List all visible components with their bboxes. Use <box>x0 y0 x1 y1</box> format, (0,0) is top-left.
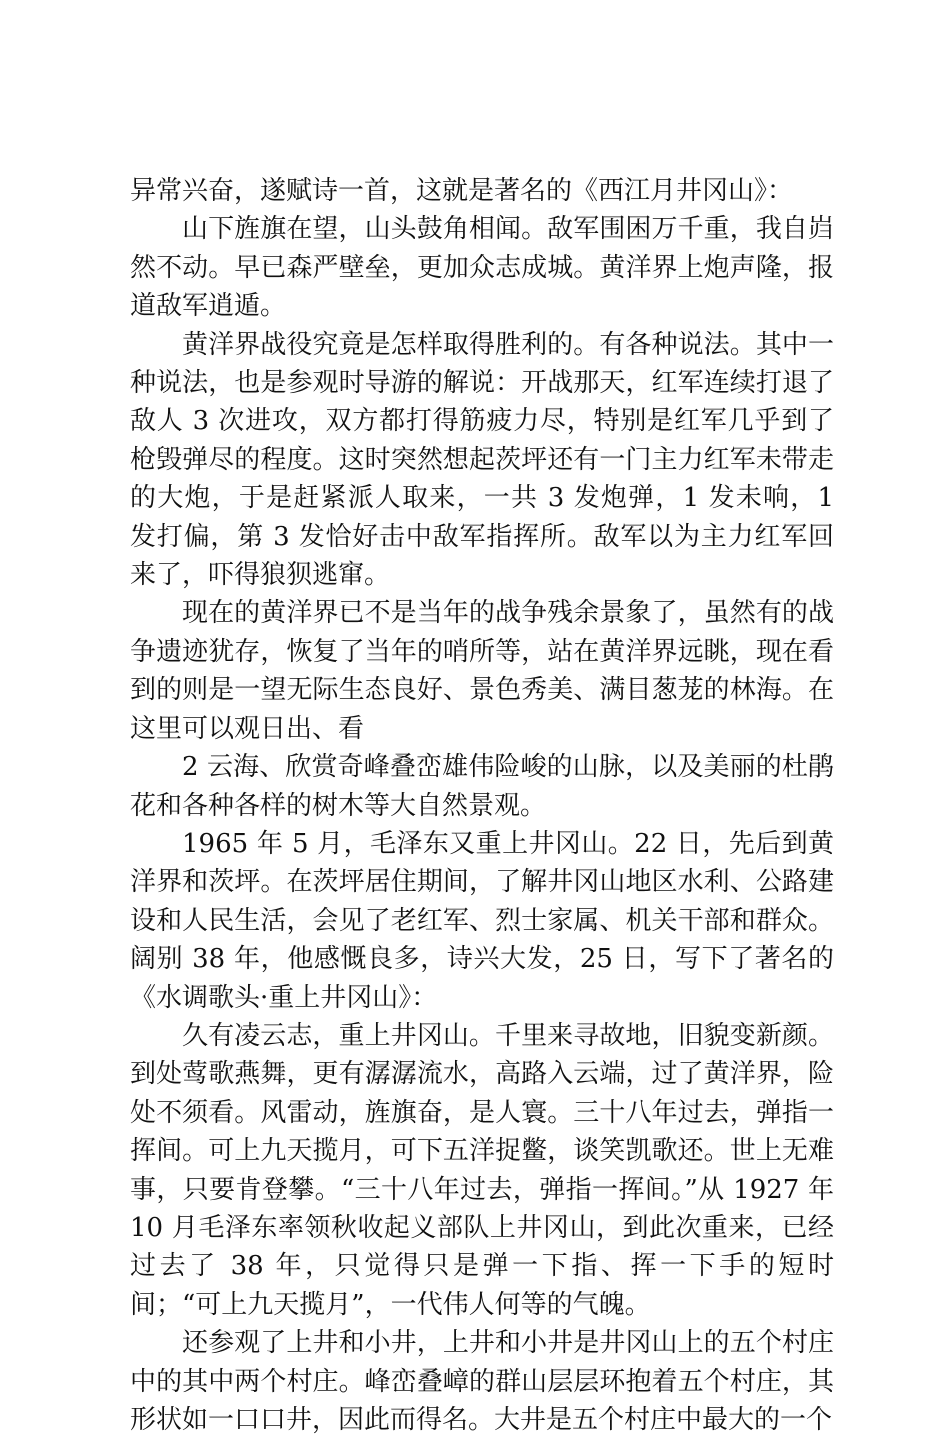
paragraph-huangyangjie-battle: 黄洋界战役究竟是怎样取得胜利的。有各种说法。其中一种说法，也是参观时导游的解说：开战那天，红军连续打退了敌人 3 次进攻，双方都打得筋疲力尽，特别是红军几乎到了枪毁弹尽的程度。这时突然想起茨坪还有一门主力红军未带走的大炮，于是赶紧派人取来，一共 3 发炮弹，1 发未响，1 发打偏，第 3 发恰好击中敌军指挥所。敌军以为主力红军回来了，吓得狼狈逃窜。 <box>130 329 834 591</box>
paragraph-scenery: 2 云海、欣赏奇峰叠峦雄伟险峻的山脉，以及美丽的杜鹃花和各种各样的树木等大自然景观。 <box>130 752 834 821</box>
paragraph-villages: 还参观了上井和小井，上井和小井是井冈山上的五个村庄中的其中两个村庄。峰峦叠嶂的群山层层环抱着五个村庄，其形状如一口口井，因此而得名。大井是五个村庄中最大的一个 <box>130 1328 834 1435</box>
paragraph-poem-xijiangyue: 山下旌旗在望，山头鼓角相闻。敌军围困万千重，我自岿然不动。早已森严壁垒，更加众志成城。黄洋界上炮声隆，报道敌军逍遁。 <box>130 214 834 322</box>
paragraph-1965-return: 1965 年 5 月，毛泽东又重上井冈山。22 日，先后到黄洋界和茨坪。在茨坪居住期间，了解井冈山地区水利、公路建设和人民生活，会见了老红军、烈士家属、机关干部和群众。阔别 38 年，他感慨良多，诗兴大发，25 日，写下了著名的《水调歌头·重上井冈山》： <box>130 828 834 1013</box>
document-page <box>130 172 834 1439</box>
paragraph-poem-shuidiaogetou: 久有凌云志，重上井冈山。千里来寻故地，旧貌变新颜。到处莺歌燕舞，更有潺潺流水，高路入云端，过了黄洋界，险处不须看。风雷动，旌旗奋，是人寰。三十八年过去，弹指一挥间。可上九天揽月，可下五洋捉鳖，谈笑凯歌还。世上无难事，只要肯登攀。“三十八年过去，弹指一挥间。”从 1927 年 10 月毛泽东率领秋收起义部队上井冈山，到此次重来，已经过去了 38 年，只觉得只是弹一下指、挥一下手的短时间；“可上九天揽月”，一代伟人何等的气魄。 <box>130 1020 834 1320</box>
paragraph-poem-intro: 异常兴奋，遂赋诗一首，这就是著名的《西江月井冈山》： <box>130 176 794 206</box>
paragraph-huangyangjie-today: 现在的黄洋界已不是当年的战争残余景象了，虽然有的战争遗迹犹存，恢复了当年的哨所等，站在黄洋界远眺，现在看到的则是一望无际生态良好、景色秀美、满目葱茏的林海。在这里可以观日出、看 <box>130 598 834 744</box>
